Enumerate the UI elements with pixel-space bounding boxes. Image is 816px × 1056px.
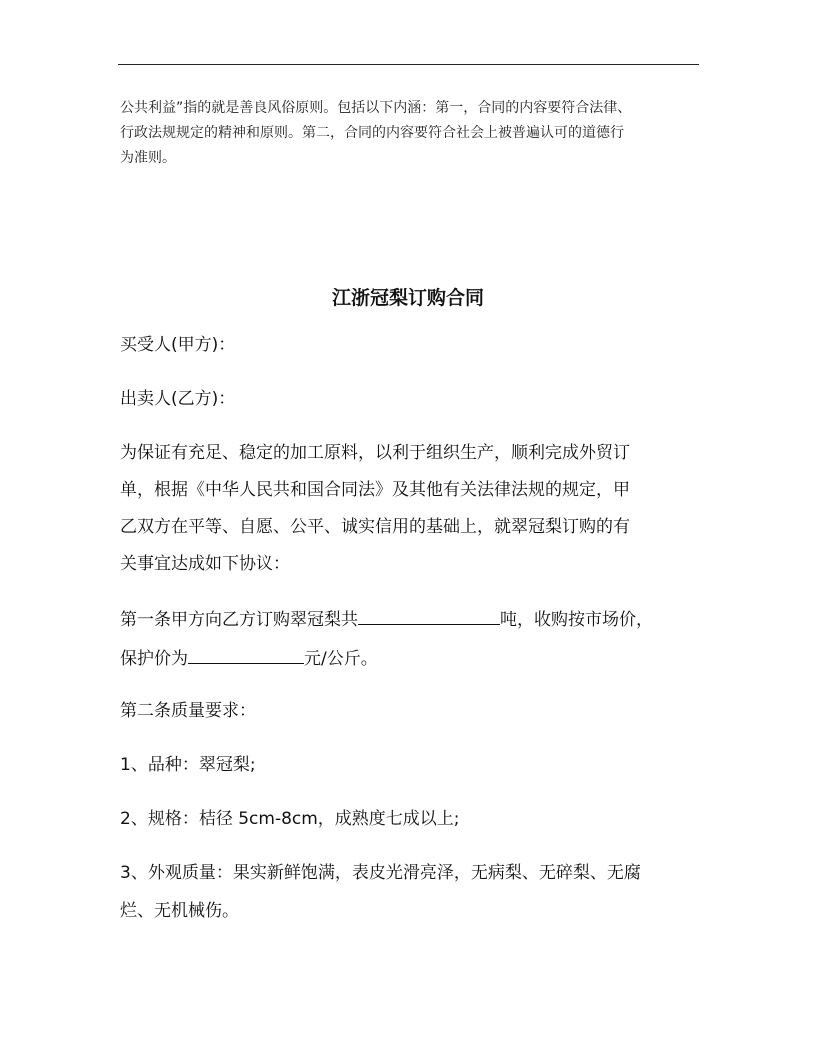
article2-item-3-line-2: 烂、无机械伤。	[120, 901, 239, 921]
article1-line-2	[120, 645, 378, 672]
preamble-line-3: 乙双方在平等、自愿、公平、诚实信用的基础上，就翠冠梨订购的有	[120, 517, 630, 537]
article1-text-a: 第一条甲方向乙方订购翠冠梨共	[120, 610, 358, 630]
article2-item-1: 1、品种：翠冠梨;	[120, 755, 256, 775]
article2-heading: 第二条质量要求：	[120, 701, 256, 721]
article2-item-2: 2、规格：桔径 5cm-8cm，成熟度七成以上;	[120, 809, 460, 829]
price-blank-field[interactable]	[188, 645, 304, 664]
seller-line: 出卖人(乙方)：	[120, 389, 236, 409]
header-rule	[118, 64, 699, 65]
intro-paragraph	[120, 96, 706, 171]
intro-line-1: 公共利益”指的就是善良风俗原则。包括以下内涵：第一，合同的内容要符合法律、	[120, 100, 632, 116]
tons-blank-field[interactable]	[358, 606, 500, 625]
intro-line-3: 为准则。	[120, 150, 176, 166]
preamble-line-1: 为保证有充足、稳定的加工原料，以利于组织生产，顺利完成外贸订	[120, 443, 630, 463]
preamble-line-4: 关事宜达成如下协议：	[120, 554, 290, 574]
article1-text-d: 元/公斤。	[304, 649, 378, 669]
buyer-line: 买受人(甲方)：	[120, 335, 236, 355]
article1-text-b: 吨，收购按市场价，	[500, 610, 653, 630]
preamble-line-2: 单，根据《中华人民共和国合同法》及其他有关法律法规的规定，甲	[120, 480, 630, 500]
intro-line-2: 行政法规规定的精神和原则。第二，合同的内容要符合社会上被普遍认可的道德行	[120, 125, 624, 141]
contract-title: 江浙冠梨订购合同	[331, 287, 484, 309]
article1-line-1	[120, 606, 653, 633]
article1-text-c: 保护价为	[120, 649, 188, 669]
article2-item-3-line-1: 3、外观质量：果实新鲜饱满，表皮光滑亮泽，无病梨、无碎梨、无腐	[120, 863, 641, 883]
